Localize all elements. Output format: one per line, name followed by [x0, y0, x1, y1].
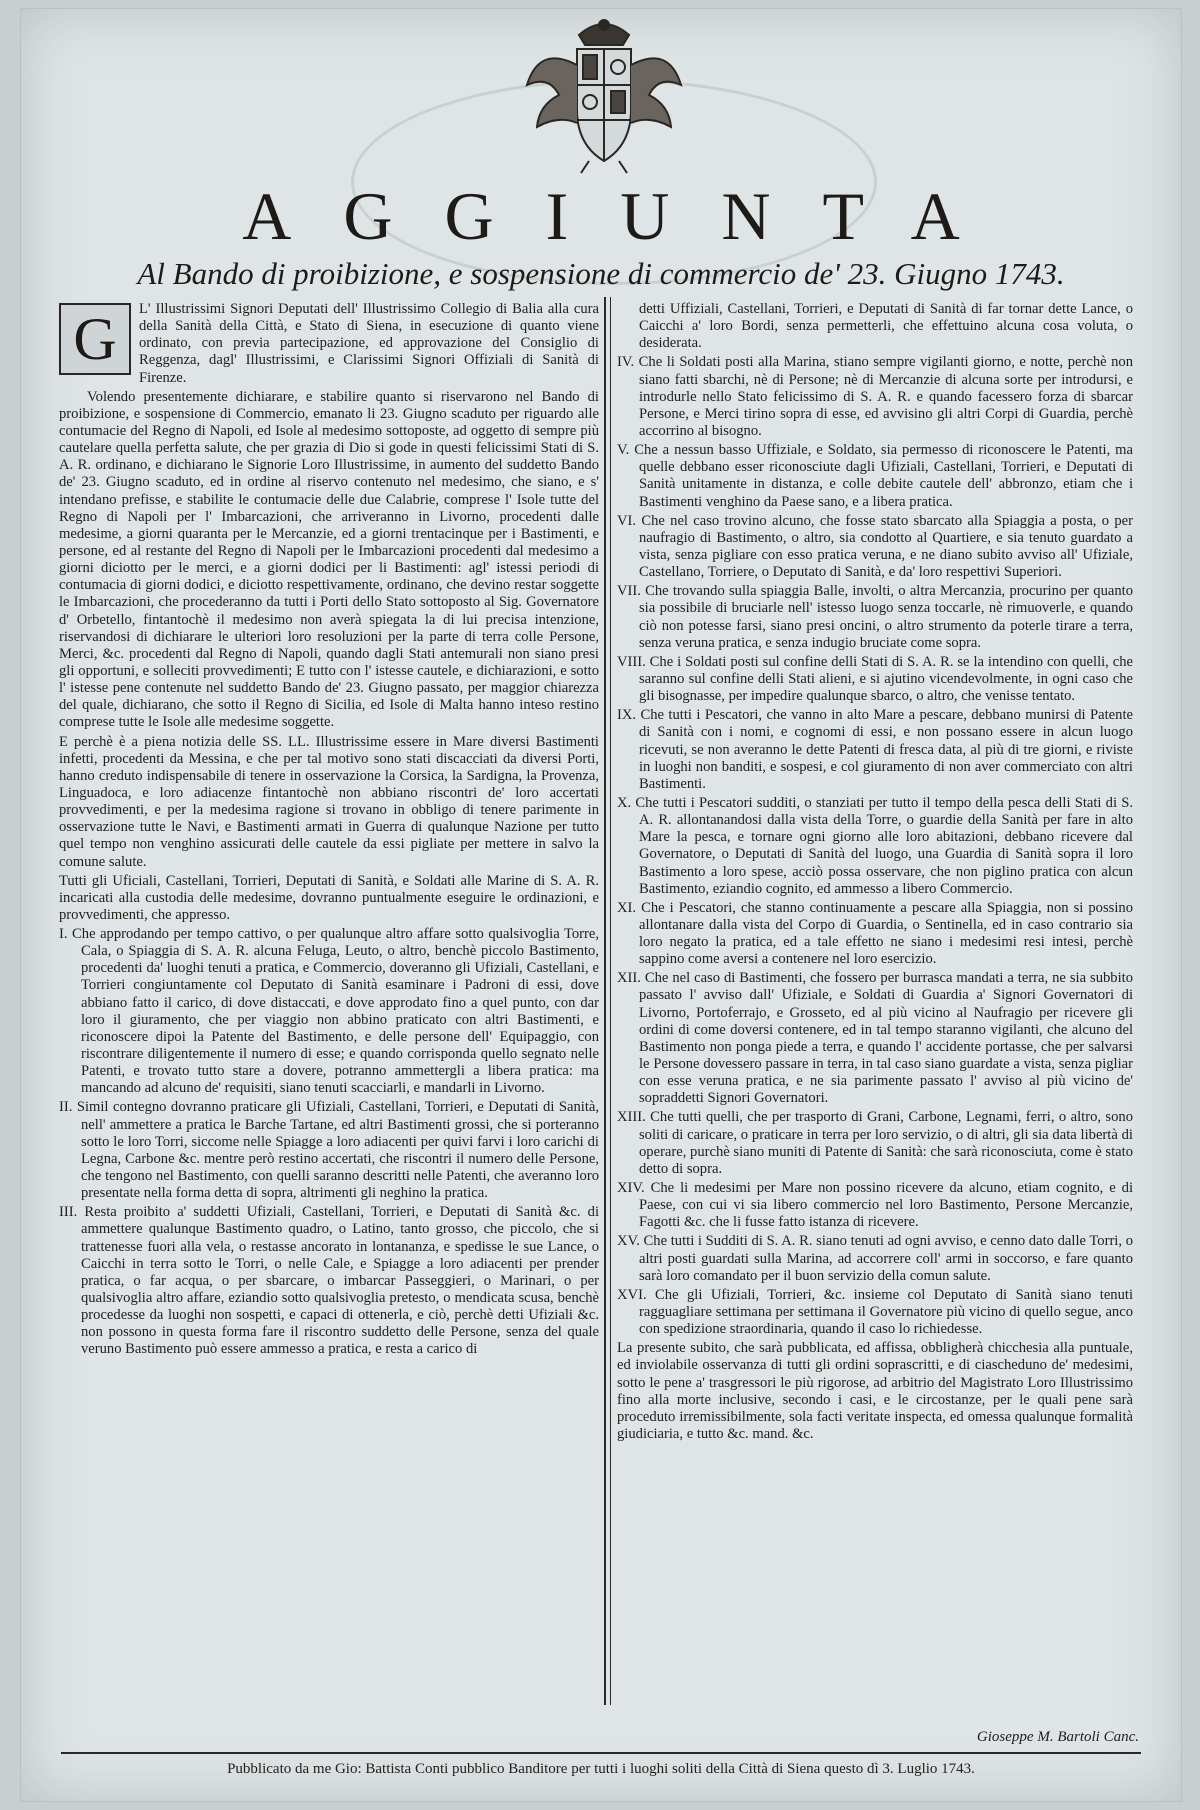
right-column [617, 301, 1133, 1445]
article-v: V. Che a nessun basso Uffiziale, e Soldato, sia permesso di riconoscere le Patenti, ma quelle debbano esser riconosciute dagli Ufiziali, Castellani, Torrieri, e Deputati di Sanità unitamente in distanza, e colle debite cautele dell' abbronzo, etiam che i Bastimenti venghino da Paese sano, e a libera pratica. [617, 442, 1133, 510]
article-x: X. Che tutti i Pescatori sudditi, o stanziati per tutto il tempo della pesca delli Stati di S. A. R. allontanandosi dalla vista della Torre, o guardie della Sanità per fare in alto Mare la pesca, e tornare ogni giorno alle loro abitazioni, debbano ricevere dal Governatore, o Deputati di Sanità del luogo, una Guardia di Sanità sopra il loro Bastimento a loro spese, acciò possa osservare, che non piglino pratica con alcun Bastimento, eziandio cognito, ed ammesso a libero Commercio. [617, 794, 1133, 897]
article-i: I. Che approdando per tempo cattivo, o per qualunque altro affare sotto qualsivoglia Torre, Cala, o Spiaggia di S. A. R. alcuna Feluga, Leuto, o altro, benchè piccolo Bastimento, procedenti da' luoghi tenuti a pratica, e Commercio, doveranno gli Ufiziali, Castellani, e Torrieri congiuntamente col Deputato di Sanità esaminare i Padroni di essi, dove abbiano fatto il carico, di dove distaccati, e dove approdato fino a quel punto, con dar loro il giuramento, che per viaggio non abbino praticato con altri Bastimenti, e riconoscere dipoi la Patente del Bastimento, e delle persone dell' Equipaggio, con riscontrare diligentemente il numero di esse; e quando corrisponda quello segnato nelle Patenti, e trovato tutto stare a dovere, potranno ammettergli a libera pratica: ma mancando ad alcuno de' requisiti, siano tenuti scacciarli, e mandarli in Livorno. [59, 926, 599, 1097]
paragraph: Volendo presentemente dichiarare, e stabilire quanto si riservarono nel Bando di proibizione, e sospensione di Commercio, emanato li 23. Giugno scaduto per riguardo alle contumacie del Regno di Napoli, ed Isole al medesimo sottoposte, ad oggetto di sempre più cautelare quella perfetta salute, che per grazia di Dio si gode in questi felicissimi Stati di S. A. R. ordinano, e dichiarano le Signorie Loro Illustrissime, in aumento del suddetto Bando de' 23. Giugno scaduto, ed in ordine al riservo contenuto nel medesimo, che siano, e s' intendano prefisse, e stabilite le contumacie delle due Calabrie, comprese l' Isole tutte del Regno di Napoli per l' Imbarcazioni, che arriveranno in Livorno, procedenti dalle medesime, a giorni quaranta per le Mercanzie, ed a giorni trentacinque per i Bastimenti, e persone, ed al restante del Regno di Napoli per le Imbarcazioni procedenti dal medesimo a giorni diciotto per le merci, e a giorni dodici per li Bastimenti: agl' istessi periodi di contumacia di giorni dodici, e diciotto respettivamente, ordinano, che devino restar soggette le Imbarcazioni, che procederanno da tutti i Porti dello Stato sottoposto al Sig. Governatore d' Orbetello, fintantochè il medesimo non averà spiegata la di lui precisa intenzione, riservandosi di dichiarare le ulteriori loro resoluzioni per la parte di terra colle Persone, Merci, &c. procedenti dal Regno di Napoli, quando dagli Stati antemurali non siano presi gli opportuni, e solleciti provvedimenti; E tutto con l' istesse cautele, e dichiarazioni, e sotto l' istesse pene contenute nel suddetto Bando de' 23. Giugno passato, per maggior chiarezza del quale, dichiarano, che sotto il Regno di Sicilia, ed Isole di Malta hanno inteso restino comprese tutte le Isole alle medesime soggette. [59, 388, 599, 731]
coat-of-arms-icon [519, 15, 689, 175]
publication-footer: Pubblicato da me Gio: Battista Conti pubblico Banditore per tutti i luoghi soliti della Città di Siena questo dì 3. Luglio 1743. [227, 1761, 975, 1777]
signature: Gioseppe M. Bartoli Canc. [976, 1729, 1139, 1745]
column-divider-inner [610, 297, 611, 1705]
drop-cap: G [59, 303, 131, 375]
article-ii: II. Simil contegno dovranno praticare gli Ufiziali, Castellani, Torrieri, e Deputati di Sanità, nell' ammettere a pratica le Barche Tartane, ed altri Bastimenti grossi, che si porteranno sotto le loro Torri, siccome nelle Spiagge a loro adiacenti per quivi farvi i loro carichi di Legna, Carbone &c. mentre però restino accertati, che riscontri il numero delle Persone, che tengono nel Bastimento, con quelli saranno descritti nelle Patenti, che averanno loro presentate nella forma detta di sopra, altrimenti gli neghino la pratica. [59, 1099, 599, 1202]
article-vii: VII. Che trovando sulla spiaggia Balle, involti, o altra Mercanzia, procurino per quanto sia possibile di bruciarle nell' istesso luogo senza toccarle, nè rimuoverle, e quando ciò non potesse farsi, siano presi oncini, o altro strumento da poterle tirare a terra, senza veruna pratica, e senza indugio bruciate come sopra. [617, 583, 1133, 651]
closing-paragraph: La presente subito, che sarà pubblicata, ed affissa, obbligherà chicchesia alla puntuale, ed inviolabile osservanza di tutti gli ordini soprascritti, e di ciascheduno de' medesimi, sotto le pene a' trasgressori le più rigorose, ad arbitrio del Magistrato Loro Illustrissimo fino alla morte inclusive, secondo i casi, e le circostanze, per le quali pene sarà proceduto irremissibilmente, sola facti veritate inspecta, ed omessa qualunque formalità giudiciaria, e tutto &c. mand. &c. [617, 1340, 1133, 1442]
article-xii: XII. Che nel caso di Bastimenti, che fossero per burrasca mandati a terra, ne sia subbito passato l' avviso dall' Ufiziale, e Soldati di Guardia a' Signori Governatori di Livorno, Portoferrajo, e Grosseto, ed al più vicino al Naufragio per ricevere gli ordini di come doversi contenere, ed in tal tempo staranno vigilanti, che alcuno del Bastimento non ponga piede a terra, e quando l' accidente portasse, che per salvarsi le Persone dovessero passare in terra, in tal caso siano guardate a vista, senza pigliar con esse veruna pratica, e ne sia parimente passato l' avviso al più vicino de' sopraddetti Signori Governatori. [617, 970, 1133, 1107]
article-xvi: XVI. Che gli Ufiziali, Torrieri, &c. insieme col Deputato di Sanità siano tenuti ragguagliare settimana per settimana il Governatore più vicino di quello segue, anco con spedizione straordinaria, quando il caso lo richiedesse. [617, 1286, 1133, 1338]
article-iv: IV. Che li Soldati posti alla Marina, stiano sempre vigilanti giorno, e notte, perchè non siano fatti sbarchi, nè di Persone; nè di Mercanzie di alcuna sorte per introdursi, e introdurle nello Stato felicissimo di S. A. R. e quando facessero forza di sbarcar Persone, e Merci tirino sopra di esse, ed avvisino gli altri Corpi di Guardia, perchè accorrino al bisogno. [617, 354, 1133, 439]
article-xi: XI. Che i Pescatori, che stanno continuamente a pescare alla Spiaggia, non si possino allontanare dalla vista del Corpo di Guardia, o Sentinella, ed in caso contrario sia loro negato la pratica, ed a tale effetto ne siano i medesimi resi intesi, perchè sappino come aversi a contenere nel loro esercizio. [617, 899, 1133, 968]
left-column [59, 301, 599, 1361]
document-sheet [20, 8, 1182, 1802]
article-xv: XV. Che tutti i Sudditi di S. A. R. siano tenuti ad ogni avviso, e cenno dato dalle Torri, o altri posti guardati sulla Marina, ad accorrere coll' armi in soccorso, e fare quanto sarà loro comandato per il buon servizio della comun salute. [617, 1233, 1133, 1284]
article-vi: VI. Che nel caso trovino alcuno, che fosse stato sbarcato alla Spiaggia a posta, o per naufragio di Bastimento, o altro, sia condotto al Quartiere, e sia tenuto guardato a vista, senza pigliare con esso pratica veruna, e ne diano subito avviso all' Ufiziale, Castellano, Torriere, o Deputato di Sanità, e da' loro respettivi Superiori. [617, 512, 1133, 581]
paragraph: E perchè è a piena notizia delle SS. LL. Illustrissime essere in Mare diversi Bastimenti infetti, procedenti da Messina, e che per tal motivo sono stati discacciati da diversi Porti, hanno creduto indispensabile di tenere in osservazione la Corsica, la Sardigna, la Provenza, Linguadoca, e loro adiacenze fintantochè non abbiano riscontri de' loro accertati provvedimenti, e per la medesima ragione si trovano in obbligo di tenere parimente in osservazione tutte le Navi, e Bastimenti armati in Guerra di qualunque Nazione per tutto quel tempo non venghino assicurati delle cautele da essi pigliate per mettere in salvo la comune salute. [59, 733, 599, 870]
continuation-paragraph: detti Uffiziali, Castellani, Torrieri, e Deputati di Sanità di far tornar dette Lance, o Caicchi a' loro Bordi, senza permetterli, che effettuino alcuna cosa voluta, o desiderata. [639, 301, 1133, 352]
article-xiii: XIII. Che tutti quelli, che per trasporto di Grani, Carbone, Legnami, ferri, o altro, sono soliti di caricare, o praticare in terra per loro servizio, o di altri, gli sia data libertà di operare, purchè siano muniti di Patente di Sanità: che sarà riconosciuta, come è stato detto di sopra. [617, 1109, 1133, 1177]
intro-text: L' Illustrissimi Signori Deputati dell' Illustrissimo Collegio di Balia alla cura della Sanità della Città, e Stato di Siena, in esecuzione di quanto viene ordinato, con previa partecipazione, ed approvazione del Consiglio di Reggenza, dagl' Illustrissimi, e Clarissimi Signori Offiziali di Sanità di Firenze. [139, 301, 599, 386]
document-title: AGGIUNTA [242, 178, 1012, 254]
column-divider [604, 297, 606, 1705]
article-ix: IX. Che tutti i Pescatori, che vanno in alto Mare a pescare, debbano munirsi di Patente di Sanità con i nomi, e cognomi di essi, e non possano essere in alcun luogo ricevuti, se non averanno le dette Patenti di fresca data, al più di tre giorni, e riviste in luoghi non banditi, e sospesi, e col giuramento di non aver commerciato con altri Bastimenti. [617, 707, 1133, 792]
article-xiv: XIV. Che li medesimi per Mare non possino ricevere da alcuno, etiam cognito, e di Paese, con cui vi sia libero commercio nel loro Bastimento, Persone Mercanzie, Fagotti &c. che li fusse fatto istanza di ricevere. [617, 1180, 1133, 1231]
footer-rule [61, 1752, 1141, 1754]
paragraph: Tutti gli Uficiali, Castellani, Torrieri, Deputati di Sanità, e Soldati alle Marine di S. A. R. incaricati alla custodia delle medesime, dovranno puntualmente eseguire le ordinazioni, e provvedimenti, che appresso. [59, 872, 599, 923]
article-iii: III. Resta proibito a' suddetti Ufiziali, Castellani, Torrieri, e Deputati di Sanità &c. di ammettere qualunque Bastimento quadro, o Latino, tanto grosso, che piccolo, che si trattenesse fuori alla vela, o restasse ancorato in lontananza, e spedisse le sue Lance, o Caicchi in terra sotto le Torri, o nelle Cale, e Spiagge a loro adiacenti per prender pratica, o far acqua, o per sbarcare, o imbarcar Passeggieri, o Marinari, o per qualsivoglia altro affare, eziandio sotto qualsivoglia pretesto, o mendicata scusa, benchè procedesse da luoghi non sospetti, e capaci di ottenerla, e ciò, perchè detti Ufiziali &c. non possono in questa forma fare il riscontro suddetto delle Persone, senza del quale veruno Bastimento può essere ammesso a pratica, e resta a carico di [59, 1204, 599, 1358]
document-subtitle: Al Bando di proibizione, e sospensione di commercio de' 23. Giugno 1743. [137, 256, 1065, 291]
article-viii: VIII. Che i Soldati posti sul confine delli Stati di S. A. R. se la intendino con quelli, che saranno sul confine delli Stati alieni, e si ajutino vicendevolmente, in ogni caso che gli bisognasse, per impedire qualunque sbarco, o altro, che venisse tentato. [617, 653, 1133, 705]
intro-paragraph [59, 301, 599, 387]
